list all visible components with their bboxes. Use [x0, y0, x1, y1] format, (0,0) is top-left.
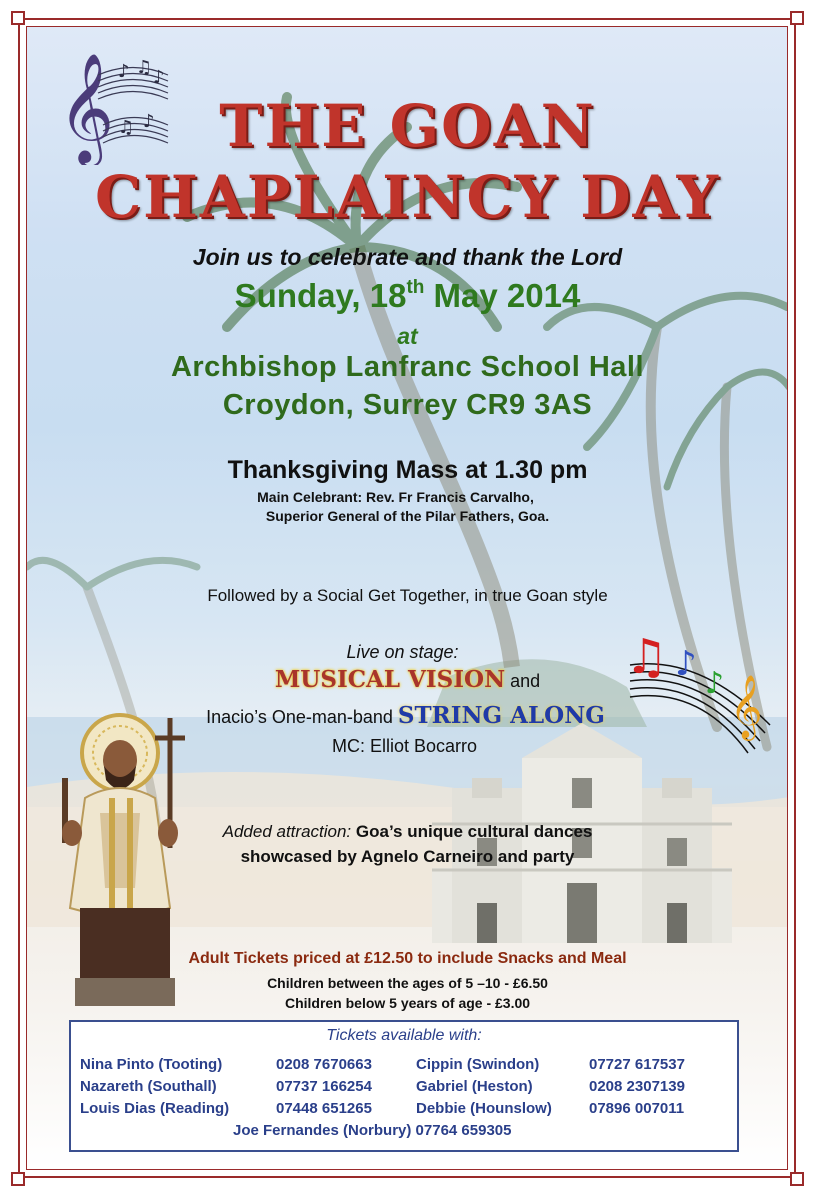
page-title-line2: CHAPLAINCY DAY [94, 163, 721, 231]
attraction-line-2: showcased by Agnelo Carneiro and party [240, 847, 575, 866]
corner-ornament [790, 1172, 804, 1186]
corner-ornament [11, 1172, 25, 1186]
attraction-line-1 [0, 822, 815, 842]
contact-phone: 07764 659305 [415, 1122, 512, 1139]
contact-name: Nazareth (Southall) [80, 1078, 217, 1095]
contact-phone: 07896 007011 [589, 1100, 685, 1117]
band-line-2 [0, 702, 813, 729]
svg-text:♫: ♫ [136, 57, 153, 78]
contact-name: Gabriel (Heston) [416, 1078, 533, 1095]
band-musical-vision: MUSICAL VISION [274, 666, 506, 693]
contact-phone: 07737 166254 [276, 1078, 372, 1095]
svg-text:♪: ♪ [675, 644, 697, 684]
adult-ticket-price: Adult Tickets priced at £12.50 to include Snacks and Meal [188, 950, 627, 967]
contact-phone: 07448 651265 [276, 1100, 372, 1117]
attraction-label: Added attraction: [222, 822, 356, 841]
celebrant-title: Superior General of the Pilar Fathers, Goa. [265, 508, 550, 524]
event-date [0, 277, 815, 315]
contact-phone: 0208 2307139 [589, 1078, 685, 1095]
svg-text:♪: ♪ [143, 111, 155, 132]
band-string-along: STRING ALONG [397, 702, 605, 729]
tickets-heading: Tickets available with: [326, 1027, 482, 1044]
contact-name: Nina Pinto (Tooting) [80, 1056, 223, 1073]
venue-line2: Croydon, Surrey CR9 3AS [222, 389, 593, 421]
svg-text:♫: ♫ [118, 117, 135, 138]
corner-ornament [790, 11, 804, 25]
date-day: Sunday, 18 [234, 277, 407, 314]
contact-phone: 07727 617537 [589, 1056, 685, 1073]
svg-text:♪: ♪ [705, 666, 725, 701]
page-title-line1: THE GOAN [219, 92, 596, 160]
contact-name: Debbie (Hounslow) [416, 1100, 552, 1117]
child-price-under-5: Children below 5 years of age - £3.00 [284, 995, 531, 1011]
svg-text:♪: ♪ [118, 61, 130, 82]
date-rest: May 2014 [424, 277, 581, 314]
svg-text:𝄞: 𝄞 [730, 674, 763, 738]
svg-text:𝄞: 𝄞 [58, 53, 115, 163]
one-man-band-text: Inacio’s One-man-band [206, 707, 398, 727]
svg-text:♫: ♫ [625, 629, 669, 685]
last-contact [233, 1122, 511, 1139]
contact-phone: 0208 7670663 [276, 1056, 372, 1073]
at-text: at [397, 323, 418, 349]
band-line-1 [0, 666, 815, 693]
attraction-dances: Goa’s unique cultural dances [355, 822, 593, 841]
main-celebrant: Main Celebrant: Rev. Fr Francis Carvalho, [257, 489, 534, 505]
contact-name: Joe Fernandes (Norbury) [233, 1122, 412, 1139]
svg-text:♪: ♪ [153, 67, 165, 88]
venue-line1: Archbishop Lanfranc School Hall [170, 351, 645, 383]
corner-ornament [11, 11, 25, 25]
contact-name: Cippin (Swindon) [416, 1056, 540, 1073]
social-text: Followed by a Social Get Together, in true Goan style [207, 586, 608, 605]
intro-text: Join us to celebrate and thank the Lord [192, 244, 623, 270]
mc-text: MC: Elliot Bocarro [331, 736, 478, 756]
live-on-stage: Live on stage: [346, 642, 459, 662]
child-price-5-10: Children between the ages of 5 –10 - £6.50 [267, 975, 548, 991]
date-suffix: th [406, 277, 425, 298]
mass-heading: Thanksgiving Mass at 1.30 pm [227, 456, 588, 484]
tickets-box [69, 1020, 739, 1152]
and-text: and [505, 671, 541, 691]
contact-name: Louis Dias (Reading) [80, 1100, 230, 1117]
